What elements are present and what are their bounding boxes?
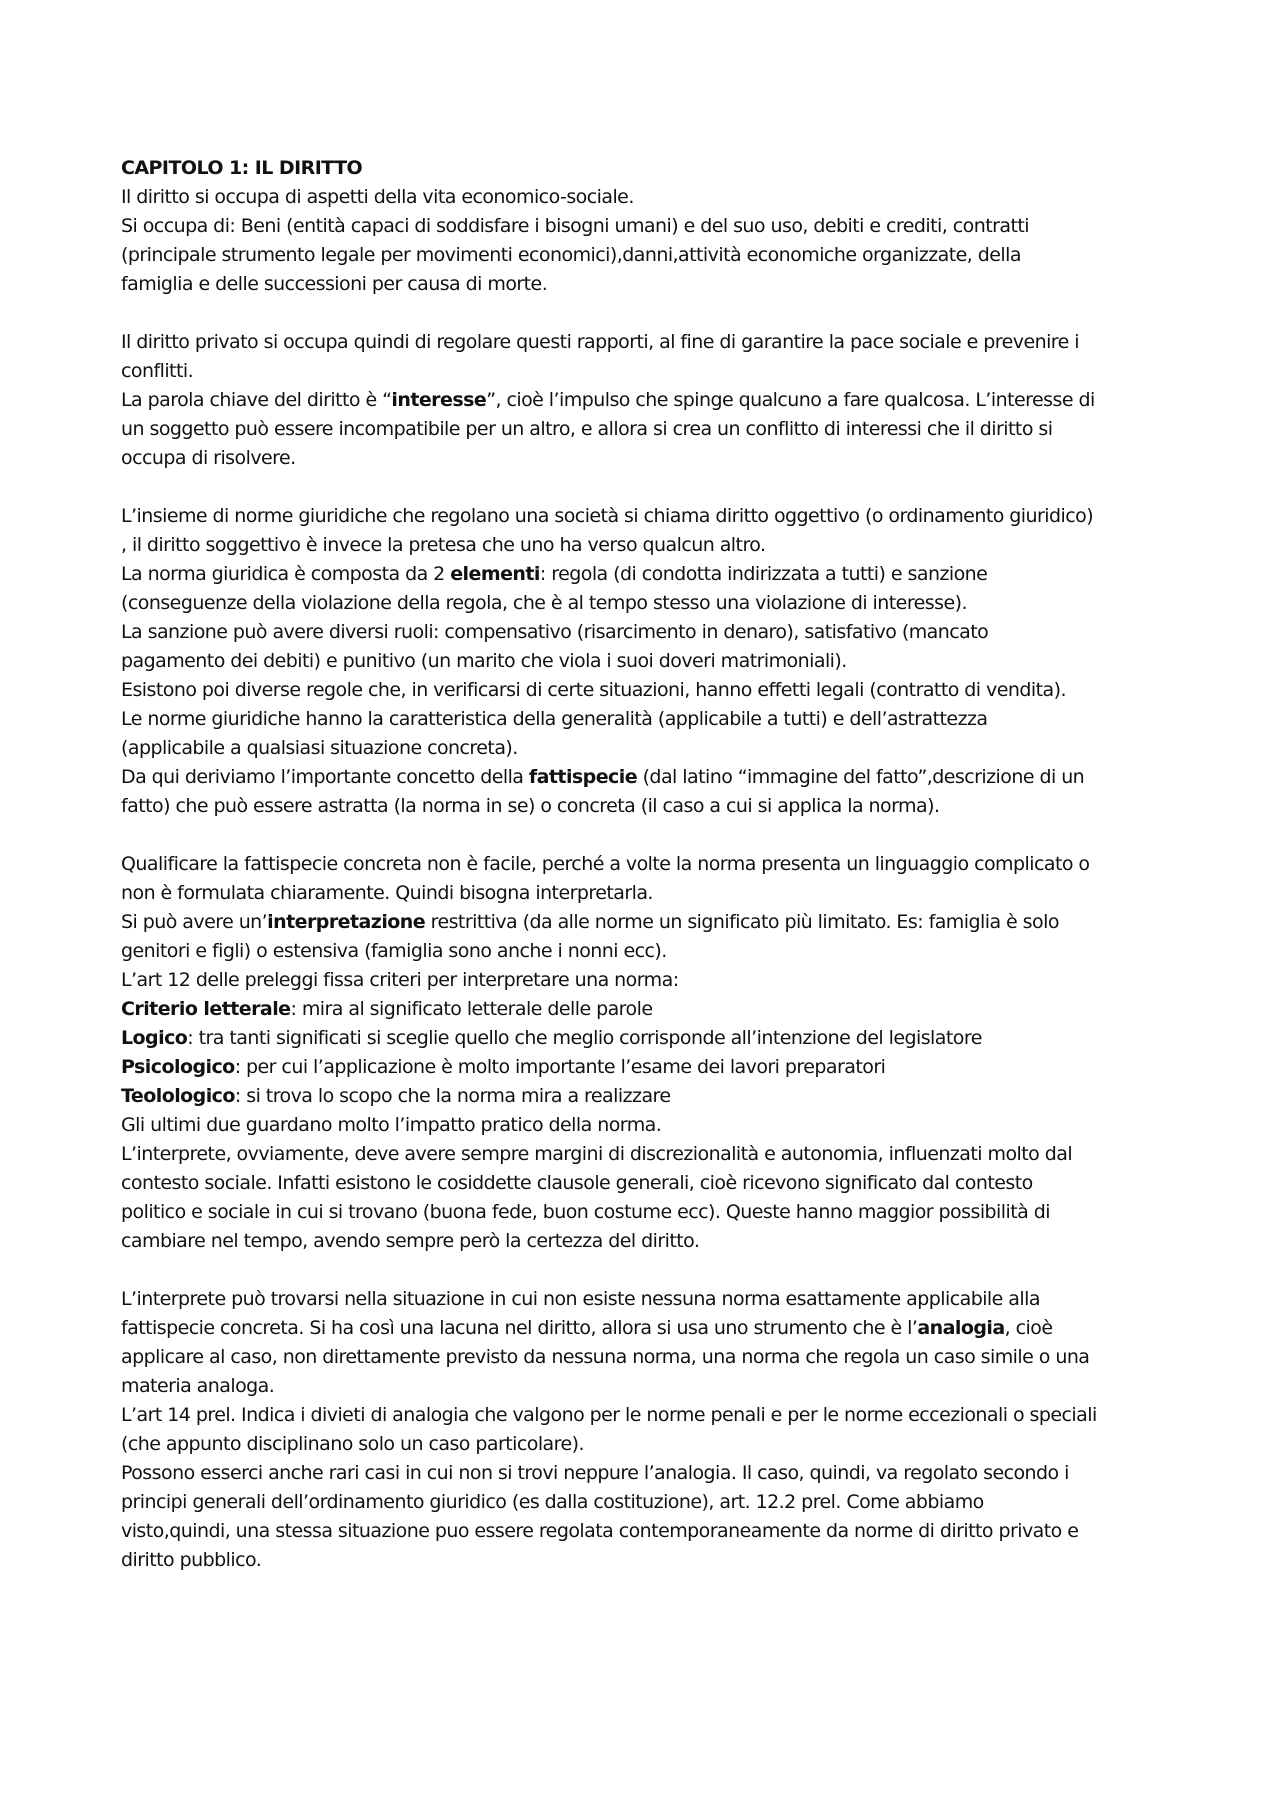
text-line: materia analoga. <box>121 1375 275 1397</box>
criterion-line: Logico: tra tanti significati si sceglie quello che meglio corrisponde all’intenzione del legislatore <box>121 1027 982 1049</box>
text-line: diritto pubblico. <box>121 1549 262 1571</box>
paragraph-diritto-privato <box>121 328 1166 473</box>
text-line: (che appunto disciplinano solo un caso particolare). <box>121 1433 584 1455</box>
text-line: Il diritto si occupa di aspetti della vita economico-sociale. <box>121 186 634 208</box>
text-line: fatto) che può essere astratta (la norma in se) o concreta (il caso a cui si applica la norma). <box>121 795 940 817</box>
text-line: Gli ultimi due guardano molto l’impatto pratico della norma. <box>121 1114 662 1136</box>
paragraph-interpretazione <box>121 850 1166 1256</box>
text-line: Si occupa di: Beni (entità capaci di soddisfare i bisogni umani) e del suo uso, debiti e crediti, contratti <box>121 215 1029 237</box>
criterion-line: Teolologico: si trova lo scopo che la norma mira a realizzare <box>121 1085 671 1107</box>
criterion-line: Psicologico: per cui l’applicazione è molto importante l’esame dei lavori preparatori <box>121 1056 886 1078</box>
text-line: (principale strumento legale per movimenti economici),danni,attività economiche organizzate, della <box>121 244 1021 266</box>
text-line: genitori e figli) o estensiva (famiglia sono anche i nonni ecc). <box>121 940 667 962</box>
text-line: un soggetto può essere incompatibile per un altro, e allora si crea un conflitto di interessi che il diritto si <box>121 418 1053 440</box>
text-line: conflitti. <box>121 360 194 382</box>
text-line: Da qui deriviamo l’importante concetto della fattispecie (dal latino “immagine del fatto”,descrizione di un <box>121 766 1085 788</box>
bold-term-elementi: elementi <box>450 563 540 585</box>
bold-term-teolologico: Teolologico <box>121 1085 235 1107</box>
bold-term-psicologico: Psicologico <box>121 1056 235 1078</box>
text-line: , il diritto soggettivo è invece la pretesa che uno ha verso qualcun altro. <box>121 534 766 556</box>
text-line: politico e sociale in cui si trovano (buona fede, buon costume ecc). Queste hanno maggior possibilità di <box>121 1201 1050 1223</box>
text-line: (applicabile a qualsiasi situazione concreta). <box>121 737 518 759</box>
bold-term-criterio-letterale: Criterio letterale <box>121 998 291 1020</box>
text-line: occupa di risolvere. <box>121 447 296 469</box>
text-line: Qualificare la fattispecie concreta non è facile, perché a volte la norma presenta un linguaggio complicato o <box>121 853 1090 875</box>
text-line: cambiare nel tempo, avendo sempre però la certezza del diritto. <box>121 1230 700 1252</box>
text-line: L’interprete può trovarsi nella situazione in cui non esiste nessuna norma esattamente applicabile alla <box>121 1288 1040 1310</box>
text-line: visto,quindi, una stessa situazione puo essere regolata contemporaneamente da norme di diritto privato e <box>121 1520 1079 1542</box>
text-line: L’interprete, ovviamente, deve avere sempre margini di discrezionalità e autonomia, influenzati molto dal <box>121 1143 1073 1165</box>
bold-term-logico: Logico <box>121 1027 188 1049</box>
bold-term-interpretazione: interpretazione <box>267 911 426 933</box>
text-line: L’insieme di norme giuridiche che regolano una società si chiama diritto oggettivo (o ordinamento giuridico) <box>121 505 1094 527</box>
text-line: fattispecie concreta. Si ha così una lacuna nel diritto, allora si usa uno strumento che è l’analogia, cioè <box>121 1317 1053 1339</box>
text-line: Possono esserci anche rari casi in cui non si trovi neppure l’analogia. Il caso, quindi, va regolato secondo i <box>121 1462 1069 1484</box>
text-line: La parola chiave del diritto è “interesse”, cioè l’impulso che spinge qualcuno a fare qualcosa. L’interesse di <box>121 389 1095 411</box>
bold-term-interesse: interesse <box>391 389 487 411</box>
text-line: L’art 14 prel. Indica i divieti di analogia che valgono per le norme penali e per le norme eccezionali o speciali <box>121 1404 1097 1426</box>
text-line: Le norme giuridiche hanno la caratteristica della generalità (applicabile a tutti) e dell’astrattezza <box>121 708 988 730</box>
text-line: Si può avere un’interpretazione restrittiva (da alle norme un significato più limitato. Es: famiglia è solo <box>121 911 1059 933</box>
paragraph-norme-giuridiche <box>121 502 1166 821</box>
chapter-title: CAPITOLO 1: IL DIRITTO <box>121 157 363 179</box>
bold-term-analogia: analogia <box>917 1317 1005 1339</box>
text-line: Esistono poi diverse regole che, in verificarsi di certe situazioni, hanno effetti legali (contratto di vendita). <box>121 679 1066 701</box>
bold-term-fattispecie: fattispecie <box>528 766 638 788</box>
text-line: contesto sociale. Infatti esistono le cosiddette clausole generali, cioè ricevono significato dal contesto <box>121 1172 1033 1194</box>
criterion-line: Criterio letterale: mira al significato letterale delle parole <box>121 998 653 1020</box>
text-line: non è formulata chiaramente. Quindi bisogna interpretarla. <box>121 882 653 904</box>
text-line: (conseguenze della violazione della regola, che è al tempo stesso una violazione di interesse). <box>121 592 967 614</box>
text-line: principi generali dell’ordinamento giuridico (es dalla costituzione), art. 12.2 prel. Come abbiamo <box>121 1491 984 1513</box>
text-line: famiglia e delle successioni per causa di morte. <box>121 273 548 295</box>
text-line: L’art 12 delle preleggi fissa criteri per interpretare una norma: <box>121 969 679 991</box>
text-line: La sanzione può avere diversi ruoli: compensativo (risarcimento in denaro), satisfativo (mancato <box>121 621 989 643</box>
document-page <box>121 154 1166 1604</box>
paragraph-analogia <box>121 1285 1166 1575</box>
text-line: applicare al caso, non direttamente previsto da nessuna norma, una norma che regola un caso simile o una <box>121 1346 1090 1368</box>
text-line: pagamento dei debiti) e punitivo (un marito che viola i suoi doveri matrimoniali). <box>121 650 847 672</box>
text-line: Il diritto privato si occupa quindi di regolare questi rapporti, al fine di garantire la pace sociale e prevenire i <box>121 331 1080 353</box>
paragraph-intro <box>121 154 1166 299</box>
text-line: La norma giuridica è composta da 2 elementi: regola (di condotta indirizzata a tutti) e sanzione <box>121 563 988 585</box>
